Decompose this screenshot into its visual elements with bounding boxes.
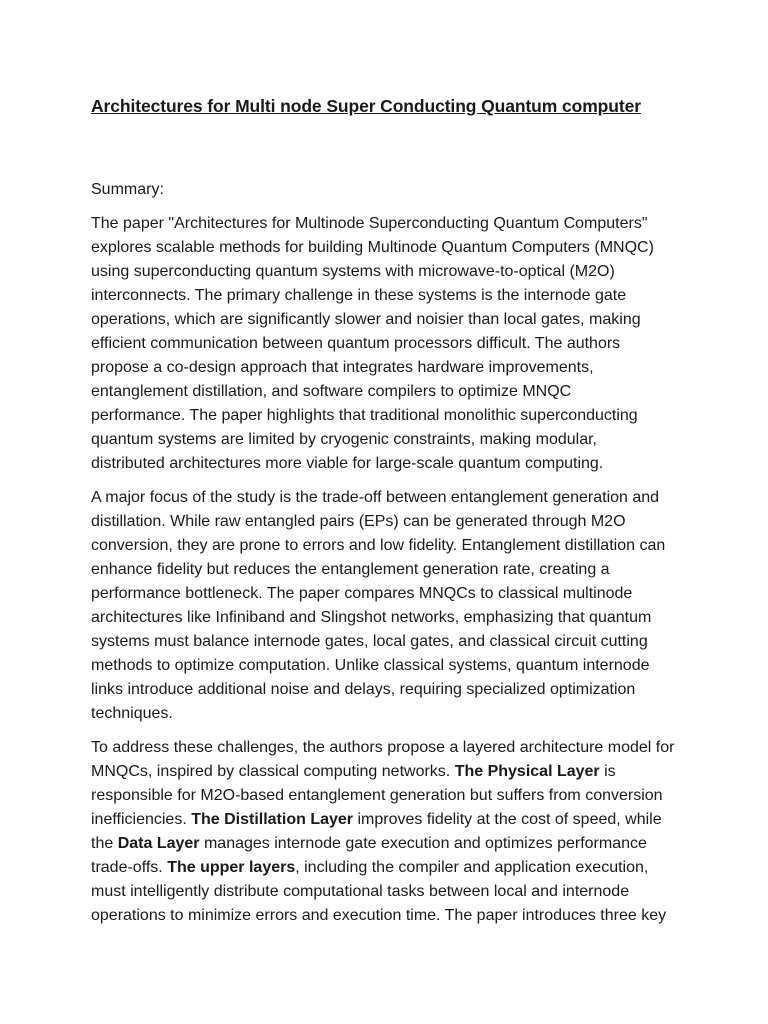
paragraph-line: links introduce additional noise and delays, requiring specialized optimization xyxy=(91,681,636,698)
bold-term-upper-layers: The upper layers xyxy=(167,859,296,876)
paragraph-line: architectures like Infiniband and Slingshot networks, emphasizing that quantum xyxy=(91,609,652,626)
paragraph-line: The paper "Architectures for Multinode Superconducting Quantum Computers" xyxy=(91,215,648,232)
paragraph-line: techniques. xyxy=(91,705,173,722)
paragraph-line: performance. The paper highlights that traditional monolithic superconducting xyxy=(91,407,638,424)
text-run: the xyxy=(91,835,118,852)
document-body xyxy=(91,92,691,928)
paragraph-line: propose a co-design approach that integrates hardware improvements, xyxy=(91,359,594,376)
paragraph-line: enhance fidelity but reduces the entanglement generation rate, creating a xyxy=(91,561,610,578)
summary-label: Summary: xyxy=(91,181,164,198)
text-run: improves fidelity at the cost of speed, while xyxy=(353,811,662,828)
paragraph-1 xyxy=(91,212,691,476)
bold-term-distillation-layer: The Distillation Layer xyxy=(191,811,354,828)
paragraph-line xyxy=(91,832,691,856)
paragraph-line: must intelligently distribute computational tasks between local and internode xyxy=(91,883,630,900)
text-run: trade-offs. xyxy=(91,859,168,876)
document-title: Architectures for Multi node Super Conducting Quantum computer xyxy=(91,96,641,116)
text-run: inefficiencies. xyxy=(91,811,192,828)
paragraph-3 xyxy=(91,736,691,928)
paragraph-line xyxy=(91,760,691,784)
paragraph-line xyxy=(91,856,691,880)
paragraph-line: A major focus of the study is the trade-off between entanglement generation and xyxy=(91,489,660,506)
paragraph-line xyxy=(91,808,691,832)
paragraph-line: interconnects. The primary challenge in these systems is the internode gate xyxy=(91,287,627,304)
paragraph-line: responsible for M2O-based entanglement generation but suffers from conversion xyxy=(91,787,663,804)
bold-term-physical-layer: The Physical Layer xyxy=(454,763,600,780)
paragraph-line: performance bottleneck. The paper compares MNQCs to classical multinode xyxy=(91,585,633,602)
paragraph-line: methods to optimize computation. Unlike classical systems, quantum internode xyxy=(91,657,650,674)
paragraph-line: quantum systems are limited by cryogenic constraints, making modular, xyxy=(91,431,597,448)
bold-term-data-layer: Data Layer xyxy=(117,835,200,852)
text-run: , including the compiler and application execution, xyxy=(295,859,649,876)
paragraph-line: operations, which are significantly slower and noisier than local gates, making xyxy=(91,311,641,328)
paragraph-line: distributed architectures more viable for large-scale quantum computing. xyxy=(91,455,604,472)
text-run: manages internode gate execution and optimizes performance xyxy=(199,835,647,852)
paragraph-line: systems must balance internode gates, local gates, and classical circuit cutting xyxy=(91,633,648,650)
text-run: is xyxy=(599,763,616,780)
paragraph-line: entanglement distillation, and software compilers to optimize MNQC xyxy=(91,383,572,400)
paragraph-line: explores scalable methods for building Multinode Quantum Computers (MNQC) xyxy=(91,239,654,256)
paragraph-line: To address these challenges, the authors propose a layered architecture model for xyxy=(91,739,675,756)
paragraph-2 xyxy=(91,486,691,726)
paragraph-line: distillation. While raw entangled pairs (EPs) can be generated through M2O xyxy=(91,513,626,530)
text-run: MNQCs, inspired by classical computing networks. xyxy=(91,763,455,780)
paragraph-line: using superconducting quantum systems with microwave-to-optical (M2O) xyxy=(91,263,615,280)
paragraph-line: efficient communication between quantum processors difficult. The authors xyxy=(91,335,621,352)
paragraph-line: operations to minimize errors and execution time. The paper introduces three key xyxy=(91,907,667,924)
paragraph-line: conversion, they are prone to errors and low fidelity. Entanglement distillation can xyxy=(91,537,666,554)
